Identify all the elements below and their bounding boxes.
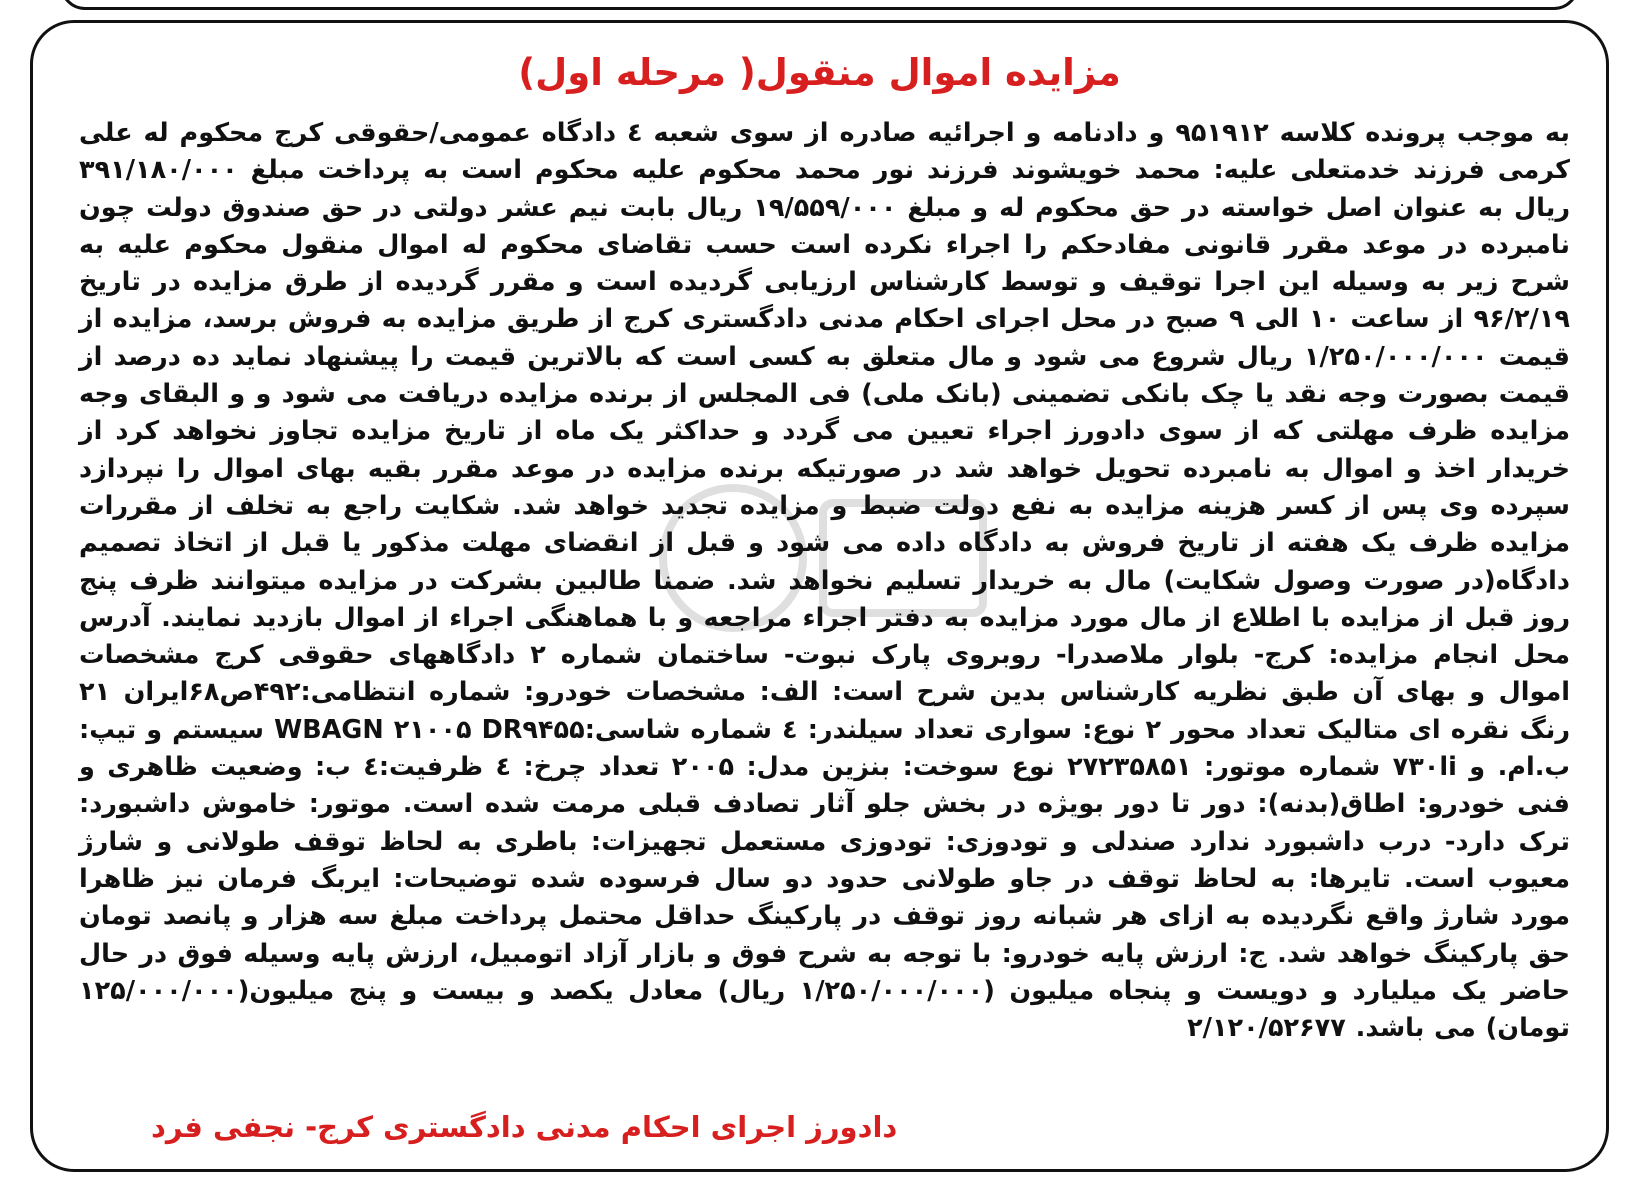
notice-title: مزایده اموال منقول( مرحله اول) bbox=[518, 51, 1121, 94]
signature: دادورز اجرای احکام مدنی دادگستری کرج- نجفی فرد bbox=[151, 1110, 898, 1144]
notice-box bbox=[30, 20, 1609, 1172]
top-frame-border bbox=[60, 0, 1579, 10]
notice-body: به موجب پرونده کلاسه ۹۵۱۹۱۲ و دادنامه و اجرائیه صادره از سوی شعبه ٤ دادگاه عمومی/حقوقی کرج محکوم له علی کرمی فرزند خدمتعلی علیه: محمد خویشوند فرزند نور محمد محکوم علیه محکوم است به پرداخت مبلغ ۳۹۱/۱۸۰/۰۰۰ ریال به عنوان اصل خواسته در حق محکوم له و مبلغ ۱۹/۵۵۹/۰۰۰ ریال بابت نیم عشر دولتی در حق صندوق دولت چون نامبرده در موعد مقرر قانونی مفادحکم را اجراء نکرده است حسب تقاضای محکوم له اموال منقول محکوم علیه به شرح زیر به وسیله این اجرا توقیف و توسط کارشناس ارزیابی گردیده است و مقرر گردیده از طرق مزایده در تاریخ ۹۶/۲/۱۹ از ساعت ۱۰ الی ۹ صبح در محل اجرای احکام مدنی دادگستری کرج از طریق مزایده به فروش برسد، مزایده از قیمت ۱/۲۵۰/۰۰۰/۰۰۰ ریال شروع می شود و مال متعلق به کسی است که بالاترین قیمت را پیشنهاد نماید ده درصد از قیمت بصورت وجه نقد یا چک بانکی تضمینی (بانک ملی) فی المجلس از برنده مزایده دریافت می شود و و البقای وجه مزایده ظرف مهلتی که از سوی دادورز اجراء تعیین می گردد و حداکثر یک ماه از تاریخ مزایده تجاوز نخواهد کرد از خریدار اخذ و اموال به نامبرده تحویل خواهد شد در صورتیکه برنده مزایده در موعد مقرر بقیه بهای اموال را نپردازد سپرده وی پس از کسر هزینه مزایده به نفع دولت ضبط و مزایده تجدید خواهد شد. شکایت راجع به تخلف از مقررات مزایده ظرف یک هفته از تاریخ فروش به دادگاه داده می شود و قبل از انقضای مهلت مذکور یا قبل از اتخاذ تصمیم دادگاه(در صورت وصول شکایت) مال به خریدار تسلیم نخواهد شد. ضمنا طالبین بشرکت در مزایده میتوانند ظرف پنج روز قبل از مزایده با اطلاع از مال مورد مزایده به دفتر اجراء مراجعه و با هماهنگی اجراء از اموال بازدید نمایند. آدرس محل انجام مزایده: کرج- بلوار ملاصدرا- روبروی پارک نبوت- ساختمان شماره ۲ دادگاههای حقوقی کرج مشخصات اموال و بهای آن طبق نظریه کارشناس بدین شرح است: الف: مشخصات خودرو: شماره انتظامی:۴۹۲ص۶۸ایران ۲۱ رنگ نقره ای متالیک تعداد محور ۲ نوع: سواری تعداد سیلندر: ٤ شماره شاسی:WBAGN ۲۱۰۰۵ DR۹۴۵۵ سیستم و تیپ: ب.ام. و ۷۳۰li شماره موتور: ۲۷۲۳۵۸۵۱ نوع سوخت: بنزین مدل: ۲۰۰۵ تعداد چرخ: ٤ ظرفیت:٤ ب: وضعیت ظاهری و فنی خودرو: اطاق(بدنه): دور تا دور بویژه در بخش جلو آثار تصادف قبلی مرمت شده است. موتور: خاموش داشبورد: ترک دارد- درب داشبورد ندارد صندلی و تودوزی: تودوزی مستعمل تجهیزات: باطری به لحاظ توقف طولانی و شارژ معیوب است. تایرها: به لحاظ توقف در جاو طولانی حدود دو سال فرسوده شده توضیحات: ایربگ فرمان نیز ظاهرا مورد شارژ واقع نگردیده به ازای هر شبانه روز توقف در پارکینگ حداقل محتمل پرداخت مبلغ سه هزار و پانصد تومان حق پارکینگ خواهد شد. ج: ارزش پایه خودرو: با توجه به شرح فوق و بازار آزاد اتومبیل، ارزش پایه وسیله فوق در حال حاضر یک میلیارد و دویست و پنجاه میلیون (۱/۲۵۰/۰۰۰/۰۰۰ ریال) معادل یکصد و بیست و پنج میلیون(۱۲۵/۰۰۰/۰۰۰ تومان) می باشد. ۲/۱۲۰/۵۲۶۷۷ bbox=[79, 118, 1571, 1044]
